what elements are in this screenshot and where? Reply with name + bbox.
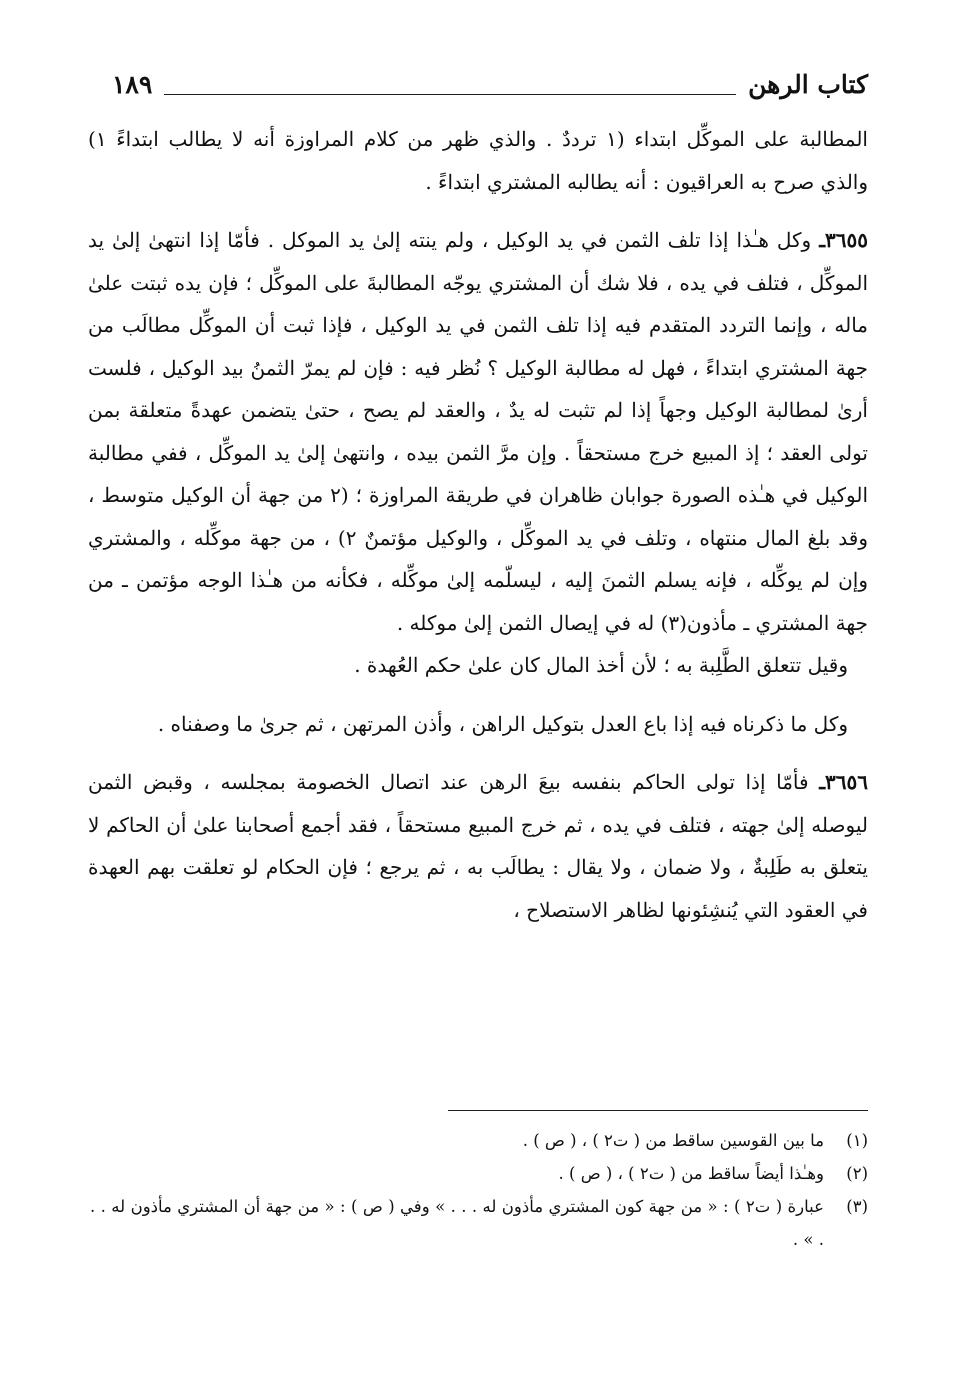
- footnote: [90, 1157, 868, 1190]
- paragraph-text: المطالبة على الموكِّل ابتداء (١ ترددٌ . والذي ظهر من كلام المراوزة أنه لا يطالب ابتداءً ١) والذي صرح به العراقيون : أنه يطالبه المشتري ابتداءً .: [88, 127, 868, 194]
- footnote-text: وهـٰذا أيضاً ساقط من ( ت٢ ) ، ( ص ) .: [558, 1164, 824, 1183]
- header-rule: [164, 94, 736, 95]
- footnote-number: (٣): [846, 1197, 868, 1216]
- paragraph-text: فأمّا إذا تولى الحاكم بنفسه بيعَ الرهن عند اتصال الخصومة بمجلسه ، وقبض الثمن ليوصله إلىٰ جهته ، فتلف في يده ، ثم خرج المبيع مستحقاً ، فقد أجمع أصحابنا علىٰ أن الحاكم لا يتعلق به طَلِبةٌ ، ولا ضمان ، ولا يقال : يطالَب به ، ثم يرجع ؛ فإن الحكام لو تعلقت بهم العهدة في العقود التي يُنشِئونها لظاهر الاستصلاح ،: [88, 770, 868, 922]
- paragraph-wakull: [88, 703, 868, 746]
- book-title: كتاب الرهن: [748, 70, 868, 99]
- paragraph-number: ٣٦٥٥ـ: [819, 228, 869, 252]
- footnote-text: ما بين القوسين ساقط من ( ت٢ ) ، ( ص ) .: [522, 1131, 824, 1150]
- footnote-number: (١): [846, 1131, 868, 1150]
- footnote-divider: [448, 1110, 868, 1111]
- page-number: ١٨٩: [112, 70, 153, 99]
- paragraph-number: ٣٦٥٦ـ: [819, 770, 869, 794]
- paragraph-text: وكل هـٰذا إذا تلف الثمن في يد الوكيل ، ولم ينته إلىٰ يد الموكل . فأمّا إذا انتهىٰ إلىٰ يد الموكِّل ، فتلف في يده ، فلا شك أن المشتري يوجّه المطالبةَ على الموكِّل ؛ فإن يده ثبتت علىٰ ماله ، وإنما التردد المتقدم فيه إذا تلف الثمن في يد الوكيل ، فإذا ثبت أن الموكِّل مطالَب من جهة المشتري ابتداءً ، فهل له مطالبة الوكيل ؟ نُظر فيه : فإن لم يمرّ الثمنُ بيد الوكيل ، فلست أرىٰ لمطالبة الوكيل وجهاً إذا لم تثبت له يدٌ ، والعقد لم يصح ، حتىٰ يتضمن عهدةً متعلقة بمن تولى العقد ؛ إذ المبيع خرج مستحقاً . وإن مرَّ الثمن بيده ، وانتهىٰ إلىٰ يد الموكِّل ، ففي مطالبة الوكيل في هـٰذه الصورة جوابان ظاهران في طريقة المراوزة ؛ (٢ من جهة أن الوكيل متوسط ، وقد بلغ المال منتهاه ، وتلف في يد الموكِّل ، والوكيل مؤتمنٌ ٢) ، من جهة موكِّله ، والمشتري وإن لم يوكِّله ، فإنه يسلم الثمنَ إليه ، ليسلّمه إلىٰ موكِّله ، فكأنه من هـٰذا الوجه مؤتمن ـ من جهة المشتري ـ مأذون(٣) له في إيصال الثمن إلىٰ موكله .: [88, 228, 869, 635]
- footnote-text: عبارة ( ت٢ ) : « من جهة كون المشتري مأذون له . . . » وفي ( ص ) : « من جهة أن المشتري مأذون له . . . » .: [90, 1197, 824, 1249]
- paragraph-3656: [88, 761, 868, 931]
- paragraph-qila: [88, 644, 868, 687]
- footnote-number: (٢): [846, 1164, 868, 1183]
- paragraph-text: وكل ما ذكرناه فيه إذا باع العدل بتوكيل الراهن ، وأذن المرتهن ، ثم جرىٰ ما وصفناه .: [157, 711, 848, 736]
- page-header: [112, 68, 868, 108]
- main-text: [88, 118, 868, 931]
- paragraph-text: وقيل تتعلق الطَّلِبة به ؛ لأن أخذ المال كان علىٰ حكم العُهدة .: [354, 653, 848, 677]
- footnotes: [90, 1124, 868, 1256]
- footnote: [90, 1124, 868, 1157]
- footnote: [90, 1190, 868, 1256]
- paragraph-3655: [88, 219, 868, 644]
- paragraph-continuation: [88, 118, 868, 203]
